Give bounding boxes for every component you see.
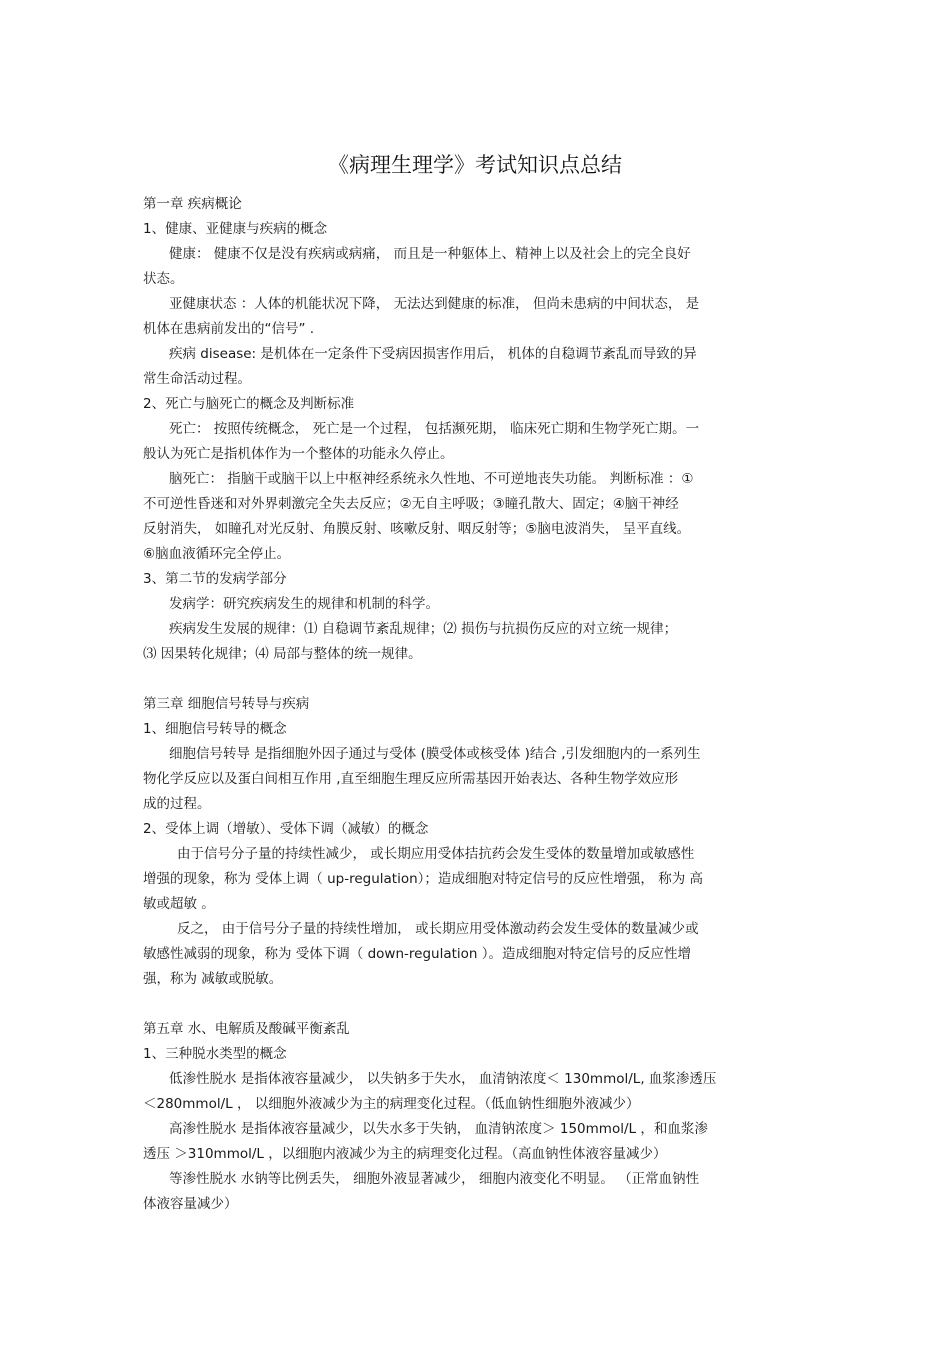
paragraph-line: 死亡： 按照传统概念， 死亡是一个过程， 包括濒死期， 临床死亡期和生物学死亡期。一 [169, 421, 700, 437]
paragraph-line: 发病学：研究疾病发生的规律和机制的科学。 [169, 596, 439, 612]
section-heading: 1、健康、亚健康与疾病的概念 [143, 221, 328, 237]
section-heading: 3、第二节的发病学部分 [143, 571, 287, 587]
paragraph-line: 等渗性脱水 水钠等比例丢失， 细胞外液显著减少， 细胞内液变化不明显。 （正常血钠性 [169, 1171, 700, 1187]
chapter-heading: 第一章 疾病概论 [143, 196, 242, 212]
paragraph-line: 般认为死亡是指机体作为一个整体的功能永久停止。 [143, 446, 454, 462]
section-heading: 2、死亡与脑死亡的概念及判断标准 [143, 396, 355, 412]
paragraph-line: 健康： 健康不仅是没有疾病或病痛， 而且是一种躯体上、精神上以及社会上的完全良好 [169, 246, 691, 262]
document-title: 《病理生理学》考试知识点总结 [328, 153, 622, 177]
chapter-heading: 第五章 水、电解质及酸碱平衡紊乱 [143, 1021, 350, 1037]
paragraph-line: 反射消失， 如瞳孔对光反射、角膜反射、咳嗽反射、咽反射等；⑤脑电波消失， 呈平直线。 [143, 521, 691, 537]
paragraph-line: ⑶ 因果转化规律；⑷ 局部与整体的统一规律。 [143, 646, 422, 662]
section-heading: 1、三种脱水类型的概念 [143, 1046, 287, 1062]
paragraph-line: 疾病 disease: 是机体在一定条件下受病因损害作用后， 机体的自稳调节紊乱而导致的异 [169, 346, 697, 362]
paragraph-line: 疾病发生发展的规律：⑴ 自稳调节紊乱规律；⑵ 损伤与抗损伤反应的对立统一规律； [169, 621, 678, 637]
paragraph-line: 强，称为 减敏或脱敏。 [143, 971, 283, 987]
document-body [143, 192, 808, 1217]
paragraph-line: 脑死亡： 指脑干或脑干以上中枢神经系统永久性地、不可逆地丧失功能。 判断标准 ：① [169, 471, 694, 487]
paragraph-line: 亚健康状态 ：人体的机能状况下降， 无法达到健康的标准， 但尚未患病的中间状态， 是 [169, 296, 700, 312]
paragraph-line: ＜280mmol/L ， 以细胞外液减少为主的病理变化过程。（低血钠性细胞外液减少） [143, 1096, 640, 1112]
paragraph-line: 体液容量减少） [143, 1196, 238, 1212]
section-heading: 1、细胞信号转导的概念 [143, 721, 287, 737]
chapter-heading: 第三章 细胞信号转导与疾病 [143, 696, 310, 712]
paragraph-line: 状态。 [143, 271, 184, 287]
paragraph-line: 常生命活动过程。 [143, 371, 251, 387]
paragraph-line: 细胞信号转导 是指细胞外因子通过与受体 (膜受体或核受体 )结合 ,引发细胞内的一系列生 [169, 746, 701, 762]
paragraph-line: 不可逆性昏迷和对外界刺激完全失去反应；②无自主呼吸；③瞳孔散大、固定；④脑干神经 [143, 496, 679, 512]
section-heading: 2、受体上调（增敏）、受体下调（减敏）的概念 [143, 821, 429, 837]
paragraph-line: 成的过程。 [143, 796, 211, 812]
paragraph-line: ⑥脑血液循环完全停止。 [143, 546, 291, 562]
paragraph-line: 机体在患病前发出的“信号” . [143, 321, 315, 337]
paragraph-line: 敏感性减弱的现象，称为 受体下调（ down-regulation ）。造成细胞对特定信号的反应性增 [143, 946, 691, 962]
paragraph-line: 反之， 由于信号分子量的持续性增加， 或长期应用受体激动药会发生受体的数量减少或 [177, 921, 699, 937]
paragraph-line: 高渗性脱水 是指体液容量减少，以失水多于失钠， 血清钠浓度＞ 150mmol/L ，和血浆渗 [169, 1121, 708, 1137]
paragraph-line: 增强的现象，称为 受体上调（ up-regulation）；造成细胞对特定信号的反应性增强， 称为 高 [143, 871, 703, 887]
paragraph-line: 由于信号分子量的持续性减少， 或长期应用受体拮抗药会发生受体的数量增加或敏感性 [177, 846, 695, 862]
paragraph-line: 透压 ＞310mmol/L ，以细胞内液减少为主的病理变化过程。（高血钠性体液容量减少） [143, 1146, 667, 1162]
paragraph-line: 敏或超敏 。 [143, 896, 215, 912]
paragraph-line: 低渗性脱水 是指体液容量减少， 以失钠多于失水， 血清钠浓度＜ 130mmol/L, 血浆渗透压 [169, 1071, 717, 1087]
paragraph-line: 物化学反应以及蛋白间相互作用 ,直至细胞生理反应所需基因开始表达、各种生物学效应形 [143, 771, 679, 787]
